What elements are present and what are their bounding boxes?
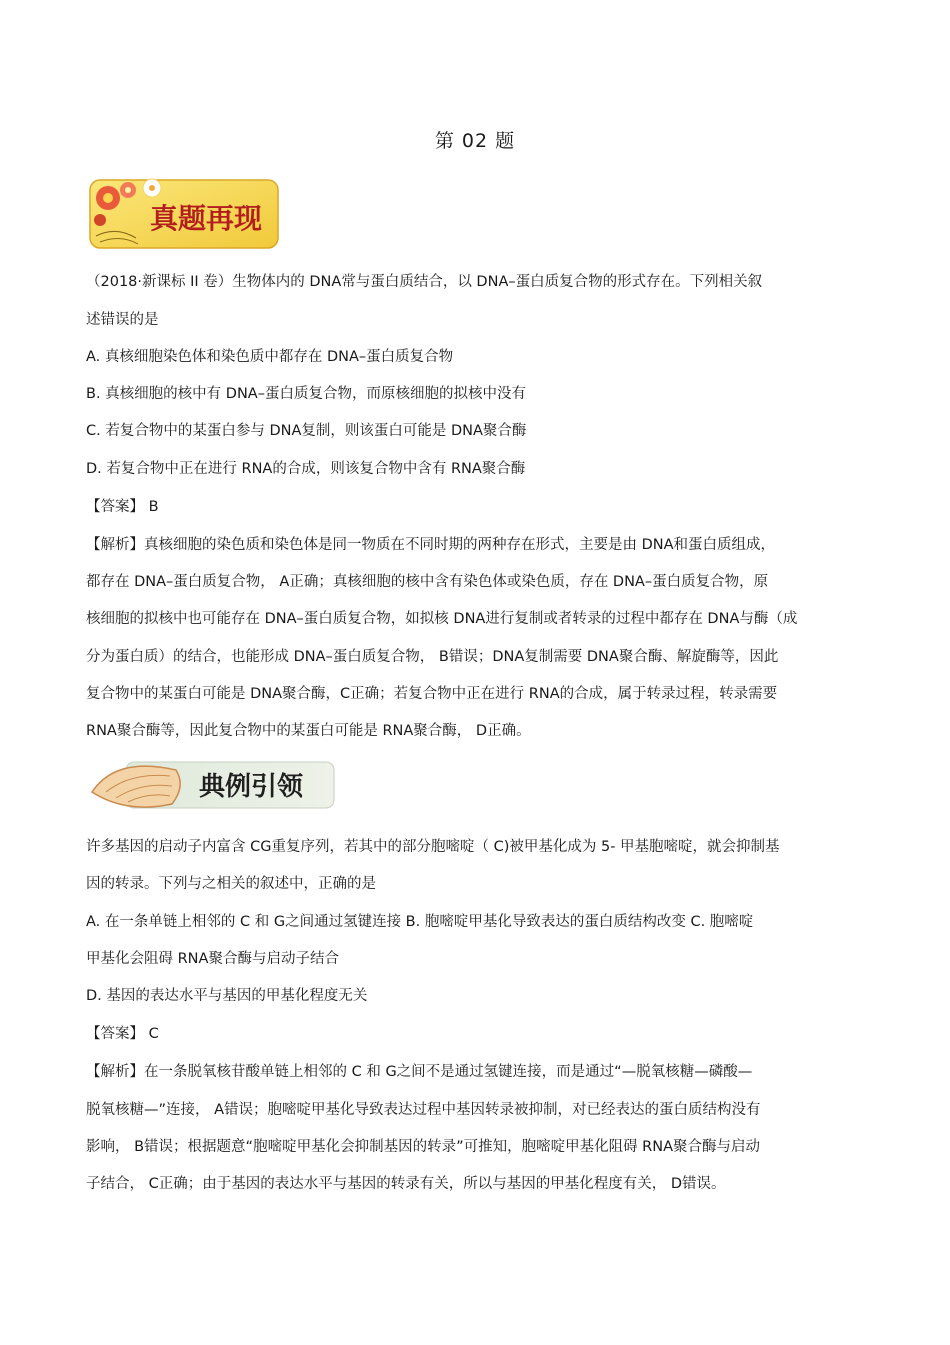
s2-analysis-line: 【解析】在一条脱氧核苷酸单链上相邻的 C 和 G之间不是通过氢键连接，而是通过“—脱氧核糖—磷酸— bbox=[86, 1064, 753, 1080]
s2-answer: 【答案】 C bbox=[86, 1026, 159, 1042]
s1-option-b: B. 真核细胞的核中有 DNA–蛋白质复合物，而原核细胞的拟核中没有 bbox=[86, 386, 526, 402]
s1-question-line2: 述错误的是 bbox=[86, 312, 159, 328]
s1-analysis-line: 都存在 DNA–蛋白质复合物， A正确；真核细胞的核中含有染色体或染色质，存在 DNA–蛋白质复合物，原 bbox=[86, 574, 769, 590]
banner-zhenti bbox=[86, 176, 282, 252]
s2-analysis-line: 影响， B错误；根据题意“胞嘧啶甲基化会抑制基因的转录”可推知，胞嘧啶甲基化阻碍 RNA聚合酶与启动 bbox=[86, 1139, 761, 1155]
s1-analysis-line: 核细胞的拟核中也可能存在 DNA–蛋白质复合物，如拟核 DNA进行复制或者转录的过程中都存在 DNA与酶（成 bbox=[86, 611, 798, 627]
s2-question-line2: 因的转录。下列与之相关的叙述中，正确的是 bbox=[86, 876, 376, 892]
s1-analysis-line: RNA聚合酶等，因此复合物中的某蛋白可能是 RNA聚合酶， D正确。 bbox=[86, 723, 531, 739]
s1-analysis-line: 复合物中的某蛋白可能是 DNA聚合酶，C正确；若复合物中正在进行 RNA的合成，属于转录过程，转录需要 bbox=[86, 686, 778, 702]
s1-option-a: A. 真核细胞染色体和染色质中都存在 DNA–蛋白质复合物 bbox=[86, 349, 454, 365]
shell-icon bbox=[92, 766, 180, 807]
s1-answer: 【答案】 B bbox=[86, 499, 159, 515]
s1-analysis-line: 分为蛋白质）的结合，也能形成 DNA–蛋白质复合物， B错误；DNA复制需要 DNA聚合酶、解旋酶等，因此 bbox=[86, 649, 779, 665]
s2-options-line2: 甲基化会阻碍 RNA聚合酶与启动子结合 bbox=[86, 951, 339, 967]
s2-analysis-line: 脱氧核糖—”连接， A错误；胞嘧啶甲基化导致表达过程中基因转录被抑制，对已经表达的蛋白质结构没有 bbox=[86, 1102, 761, 1118]
page-title: 第 02 题 bbox=[434, 130, 516, 152]
s1-option-c: C. 若复合物中的某蛋白参与 DNA复制，则该蛋白可能是 DNA聚合酶 bbox=[86, 423, 527, 439]
s2-analysis-line: 子结合， C正确；由于基因的表达水平与基因的转录有关，所以与基因的甲基化程度有关， D错误。 bbox=[86, 1176, 726, 1192]
s2-options-line1: A. 在一条单链上相邻的 C 和 G之间通过氢键连接 B. 胞嘧啶甲基化导致表达的蛋白质结构改变 C. 胞嘧啶 bbox=[86, 914, 754, 930]
banner-zhenti-text: 真题再现 bbox=[149, 202, 263, 235]
banner-dianli bbox=[86, 752, 340, 818]
s1-analysis-line: 【解析】真核细胞的染色质和染色体是同一物质在不同时期的两种存在形式，主要是由 DNA和蛋白质组成， bbox=[86, 537, 776, 553]
s1-question-line1: （2018·新课标 II 卷）生物体内的 DNA常与蛋白质结合，以 DNA–蛋白质复合物的形式存在。下列相关叙 bbox=[86, 274, 763, 290]
s2-option-d: D. 基因的表达水平与基因的甲基化程度无关 bbox=[86, 988, 368, 1004]
s1-option-d: D. 若复合物中正在进行 RNA的合成，则该复合物中含有 RNA聚合酶 bbox=[86, 461, 526, 477]
s2-question-line1: 许多基因的启动子内富含 CG重复序列，若其中的部分胞嘧啶（ C)被甲基化成为 5- 甲基胞嘧啶，就会抑制基 bbox=[86, 839, 780, 855]
banner-dianli-text: 典例引领 bbox=[198, 772, 304, 802]
